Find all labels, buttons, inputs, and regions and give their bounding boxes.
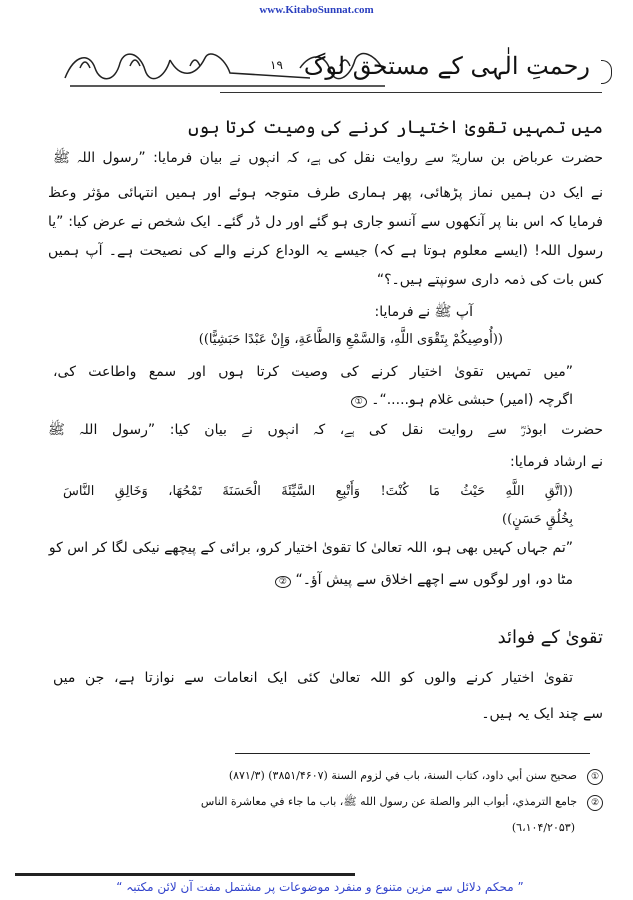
paragraph-line: مٹا دو، اور لوگوں سے اچھے اخلاق سے پیش آؤ۔“ ② xyxy=(275,570,573,592)
arabic-hadith: ((أُوصِيكُمْ بِتَقْوَى اللَّهِ، وَالسَّمْعِ وَالطَّاعَةِ، وَإِنْ عَبْدًا حَبَشِيًّا)) xyxy=(198,332,503,347)
paragraph-line: سے چند ایک یہ ہیں۔ xyxy=(481,706,603,722)
section-heading: تقویٰ کے فوائد xyxy=(497,627,603,648)
footnote-2-continuation: (۱۰۴/۲۰۵۳،٦) xyxy=(511,821,575,834)
paragraph-line: ”میں تمہیں تقویٰ اختیار کرنے کی وصیت کرتا ہوں اور سمع واطاعت کی، xyxy=(53,364,573,380)
header-rule xyxy=(220,92,602,93)
paragraph-line: تقویٰ اختیار کرنے والوں کو اللہ تعالیٰ کئی ایک انعامات سے نوازتا ہے، جن میں xyxy=(53,670,573,686)
paragraph-line: آپ ﷺ نے فرمایا: xyxy=(374,304,473,320)
footnote-2: ②جامع الترمذي، أبواب البر والصلة عن رسول الله ﷺ، باب ما جاء في معاشرة الناس xyxy=(201,792,603,812)
section-heading: میں تمہیں تقویٰ اختیار کرنے کی وصیت کرتا ہوں xyxy=(188,117,603,138)
footnote-divider xyxy=(235,753,590,754)
paragraph-line: حضرت ابوذرؓ سے روایت نقل کی ہے، کہ انہوں نے بیان کیا: ”رسول اللہ ﷺ xyxy=(48,422,603,438)
paragraph-line: حضرت عرباض بن ساریہؓ سے روایت نقل کی ہے، کہ انہوں نے بیان فرمایا: ”رسول اللہ ﷺ xyxy=(53,150,603,166)
paragraph-line: نے ارشاد فرمایا: xyxy=(510,454,603,470)
header-bracket xyxy=(601,60,612,84)
footnote-mark[interactable]: ② xyxy=(275,576,291,588)
bottom-rule xyxy=(15,873,355,876)
paragraph-line: کس بات کی ذمہ داری سونپتے ہیں۔؟“ xyxy=(376,272,603,288)
page-header xyxy=(60,48,612,98)
paragraph-line: اگرچہ (امیر) حبشی غلام ہو.....“۔ ① xyxy=(351,390,573,412)
arabic-hadith: ((اتَّقِ اللَّهِ حَيْثُ مَا كُنْتَ! وَأَتْبِعِ السَّيِّئَةَ الْحَسَنَةَ تَمْحُهَا، وَخَالِقِ النَّاسَ xyxy=(63,484,573,499)
paragraph-line: ”تم جہاں کہیں بھی ہو، اللہ تعالیٰ کا تقویٰ اختیار کرو، برائی کے پیچھے نیکی لگا کر اس کو xyxy=(48,540,573,556)
footnote-1: ①صحيح سنن أبي داود، كتاب السنة، باب في لزوم السنة (۳۸۵۱/۴۶۰۷) (۸۷۱/۳) xyxy=(229,766,603,786)
arabic-hadith: بِخُلُقٍ حَسَنٍ)) xyxy=(502,512,573,527)
paragraph-line: رسول اللہ! (ایسے معلوم ہوتا ہے کہ) جیسے یہ الوداع کرنے والے کی نصیحت ہے۔ آپ ہمیں xyxy=(48,243,603,259)
paragraph-line: فرمایا کہ اس بنا پر آنکھوں سے آنسو جاری ہو گئے اور دل ڈر گئے۔ ایک شخص نے عرض کیا: ”یا xyxy=(48,214,603,230)
site-url: www.KitaboSunnat.com xyxy=(259,4,374,16)
paragraph-line: نے ایک دن ہمیں نماز پڑھائی، پھر ہماری طرف متوجہ ہوئے اور ہمیں انتہائی مؤثر وعظ xyxy=(48,185,603,201)
footer-tagline: ” محکم دلائل سے مزین متنوع و منفرد موضوعات پر مشتمل مفت آن لائن مکتبہ “ xyxy=(116,880,524,894)
footnote-mark[interactable]: ① xyxy=(351,396,367,408)
page-number: ۱۹ xyxy=(270,58,283,72)
running-title: رحمتِ الٰہی کے مستحق لوگ xyxy=(303,52,590,80)
